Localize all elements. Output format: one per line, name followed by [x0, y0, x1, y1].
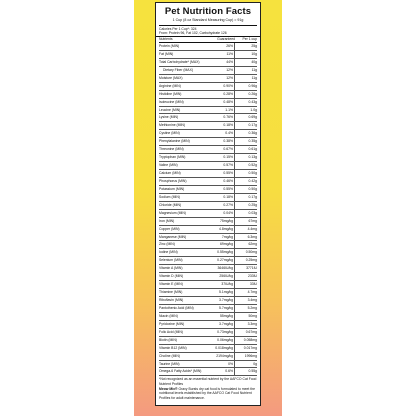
table-row [159, 59, 257, 67]
per-cup-value: 62mg [248, 242, 257, 247]
table-row [159, 202, 257, 210]
nutrient-name: Riboflavin (MIN) [159, 298, 184, 302]
nutrient-name: Leucine (MIN) [159, 107, 181, 112]
nutrient-name: Niacin (MIN) [159, 313, 178, 318]
table-row [159, 75, 257, 83]
table-row [159, 186, 257, 194]
table-row [159, 210, 257, 218]
guaranteed-value: 75mg/kg [211, 218, 235, 225]
per-cup-value: 233IU [247, 274, 257, 279]
per-cup-value: 40g [251, 59, 257, 64]
guaranteed-value: 3.7mg/kg [211, 321, 235, 328]
nutrient-name: Folic Acid (MIN) [159, 329, 183, 334]
table-row [159, 122, 257, 130]
nutrient-name: Lysine (MIN) [159, 115, 179, 120]
guaranteed-value: 12% [211, 75, 235, 82]
guaranteed-value: 37IU/kg [211, 281, 235, 288]
per-cup-value: 0.36g [248, 131, 257, 136]
guaranteed-value: 0.18% [211, 122, 235, 129]
header-per-cup: Per 1 cup [242, 37, 257, 42]
guaranteed-value: 69mg/kg [211, 241, 235, 248]
per-cup-value: 0.058mg [243, 337, 257, 342]
per-cup-value: 11g [251, 67, 257, 72]
nutrient-name: Arginine (MIN) [159, 83, 181, 88]
per-cup-value: 0.03g [248, 210, 257, 215]
table-row [159, 218, 257, 226]
per-cup-value: 0.017mg [243, 345, 257, 350]
nutrient-name: Vitamin B12 (MIN) [159, 345, 187, 350]
nutrient-name: Phosphorus (MIN) [159, 178, 187, 183]
nutrient-name: Cystine (MIN) [159, 131, 180, 136]
nutrient-name: Dietary Fiber (MAX) [163, 67, 193, 72]
guaranteed-value: 0.76% [211, 114, 235, 121]
nutrient-name: Potassium (MIN) [159, 186, 185, 191]
nutrient-name: Vitamin D (MIN) [159, 274, 184, 279]
table-row [159, 345, 257, 353]
table-row [159, 281, 257, 289]
guaranteed-value: 2194mg/kg [211, 353, 235, 360]
per-cup-value: 11g [251, 75, 257, 80]
nutrient-name: Methionine (MIN) [159, 123, 186, 128]
table-row [159, 107, 257, 115]
per-cup-value: 5.2mg [247, 305, 257, 310]
nutrient-name: Pyridoxine (MIN) [159, 321, 185, 326]
table-row [159, 249, 257, 257]
aafco-statement [159, 387, 257, 400]
guaranteed-value: 0.27mg/kg [211, 257, 235, 264]
table-row [159, 361, 257, 369]
table-row [159, 114, 257, 122]
guaranteed-value: 7mg/kg [211, 234, 235, 241]
per-cup-value: 0.50g [248, 171, 257, 175]
nutrient-name: Tryptophan (MIN) [159, 155, 186, 160]
per-cup-value: 0.61g [248, 147, 257, 152]
table-row [159, 313, 257, 321]
table-row [159, 170, 257, 178]
per-cup-value: 4.4mg [247, 226, 257, 231]
guaranteed-value: 256IU/kg [211, 273, 235, 280]
table-row [159, 289, 257, 297]
table-row [159, 154, 257, 162]
guaranteed-value: 11% [211, 51, 235, 58]
guaranteed-value: 0.90% [211, 83, 235, 90]
nutrient-name: Protein (MIN) [159, 44, 180, 48]
per-cup-value: 3.4mg [247, 298, 257, 302]
per-cup-value: 0.43g [248, 99, 257, 104]
footnote: *Not recognized as an essential nutrient by the AAFCO Cat Food Nutrient Profiles [159, 377, 257, 386]
nutrient-name: Thiamine (MIN) [159, 290, 183, 295]
per-cup-value: 0.35g [248, 139, 257, 144]
guaranteed-value: 0.55% [211, 186, 235, 193]
per-cup-value: 67mg [248, 218, 257, 223]
guaranteed-value: 0.46% [211, 178, 235, 185]
guaranteed-value: 0.27% [211, 202, 235, 209]
table-row [159, 337, 257, 345]
guaranteed-value: 3646IU/kg [211, 265, 235, 272]
per-cup-value: 10g [251, 51, 257, 56]
per-cup-value: 3.3mg [247, 321, 257, 326]
guaranteed-value: 3.7mg/kg [211, 297, 235, 304]
nutrient-name: Choline (MIN) [159, 353, 180, 358]
nutrient-name: Total Carbohydrate* (MAX) [159, 59, 200, 64]
table-row [159, 329, 257, 337]
nutrient-name: Taurine (MIN) [159, 361, 180, 366]
nutrient-name: Sodium (MIN) [159, 194, 180, 199]
guaranteed-value: 0.06mg/kg [211, 337, 235, 344]
nutrient-name: Zinc (MIN) [159, 242, 175, 247]
calories-block [156, 26, 260, 37]
table-row [159, 146, 257, 154]
nutrient-name: Valine (MIN) [159, 163, 178, 168]
guaranteed-value: 4.8mg/kg [211, 226, 235, 233]
table-row [159, 226, 257, 234]
table-row [159, 194, 257, 202]
guaranteed-value: 0.57% [211, 162, 235, 169]
guaranteed-value: 0.6% [211, 368, 235, 375]
per-cup-value: 1.0g [250, 107, 257, 112]
per-cup-value: 0.55g [248, 369, 257, 374]
nutrient-name: Copper (MIN) [159, 226, 180, 231]
panel-title: Pet Nutrition Facts [164, 6, 252, 17]
nutrient-name: Vitamin E (MIN) [159, 282, 183, 287]
guaranteed-value: 0.55% [211, 170, 235, 177]
per-cup-value: 33IU [249, 282, 257, 287]
guaranteed-value: 55mg/kg [211, 313, 235, 320]
nutrient-table [159, 43, 257, 376]
per-cup-value: 0.42g [248, 178, 257, 183]
table-row [159, 91, 257, 99]
per-cup-value: 0.50mg [245, 250, 257, 255]
guaranteed-value: 26% [211, 43, 235, 50]
table-row [159, 130, 257, 138]
table-row [159, 99, 257, 107]
table-row [159, 305, 257, 313]
per-cup-value: 4.7mg [247, 290, 257, 295]
table-row [159, 178, 257, 186]
table-row [159, 321, 257, 329]
nutrient-name: Moisture (MAX) [159, 75, 183, 80]
guaranteed-value: 5.7mg/kg [211, 305, 235, 312]
guaranteed-value: 1.1% [211, 107, 235, 114]
nutrient-name: Manganese (MIN) [159, 234, 187, 239]
table-row [159, 368, 257, 376]
per-cup-value: 0.52g [248, 163, 257, 168]
guaranteed-value: 12% [211, 67, 235, 74]
table-row [159, 83, 257, 91]
guaranteed-value: 0.4% [211, 130, 235, 137]
guaranteed-value: 0.38% [211, 138, 235, 145]
per-cup-value: 0.25g [248, 202, 257, 207]
guaranteed-value: 0.73mg/kg [211, 329, 235, 336]
per-cup-value: 0.67mg [245, 329, 257, 334]
per-cup-value: 3771IU [246, 266, 257, 271]
guaranteed-value: 5.1mg/kg [211, 289, 235, 296]
per-cup-value: 0.26g [248, 91, 257, 96]
per-cup-value: 25g [251, 44, 257, 48]
calories-line: Calories Per 1 Cup*: 324 [159, 27, 197, 31]
nutrient-name: Chloride (MIN) [159, 202, 182, 207]
table-row [159, 51, 257, 59]
table-row [159, 162, 257, 170]
per-cup-value: 0.17g [248, 194, 257, 199]
per-cup-value: 0.25mg [245, 258, 257, 263]
nutrient-name: Selenium (MIN) [159, 258, 183, 263]
guaranteed-value: 0.018mg/kg [211, 345, 235, 352]
guaranteed-value: 0.48% [211, 99, 235, 106]
nutrient-name: Pantothenic Acid (MIN) [159, 305, 194, 310]
nutrient-name: Fat (MIN) [159, 51, 174, 56]
table-row [159, 241, 257, 249]
guaranteed-value: 0.28% [211, 91, 235, 98]
nutrient-name: Phenylalanine (MIN) [159, 139, 190, 144]
nutrient-name: Biotin (MIN) [159, 337, 177, 342]
guaranteed-value: 0% [211, 361, 235, 368]
table-row [159, 297, 257, 305]
table-row [159, 138, 257, 146]
per-cup-value: 0.17g [248, 123, 257, 128]
statement-text: Gravy Bursts dry cat food is formulated to meet the nutritional levels established by the AAFCO Cat Food Nutrient Profiles for adult maintenance. [159, 386, 255, 400]
per-cup-value: 50mg [248, 313, 257, 318]
nutrition-facts-panel [155, 2, 261, 406]
table-row [159, 273, 257, 281]
guaranteed-value: 0.15% [211, 154, 235, 161]
header-guaranteed: Guaranteed [217, 37, 235, 42]
serving-size: 1 Cup (8 oz Standard Measuring Cup) = 91g [159, 18, 257, 26]
guaranteed-value: 44% [211, 59, 235, 66]
per-cup-value: 0.50g [248, 186, 257, 191]
table-row [159, 234, 257, 242]
per-cup-value: 0.96g [248, 83, 257, 88]
nutrient-name: Iron (MIN) [159, 218, 175, 223]
brand-name: Meow Mix® [159, 386, 178, 391]
nutrient-name: Magnesium (MIN) [159, 210, 186, 215]
per-cup-value: 0.69g [248, 115, 257, 120]
nutrient-name: Histidine (MIN) [159, 91, 182, 96]
header-nutrients: Nutrients [159, 37, 173, 42]
nutrient-name: Calcium (MIN) [159, 171, 181, 175]
calories-breakdown: From: Protein 96, Fat 102, Carbohydrate 126 [159, 31, 227, 36]
nutrient-name: Vitamin A (MIN) [159, 266, 183, 271]
guaranteed-value: 0.04% [211, 210, 235, 217]
nutrient-name: Threonine (MIN) [159, 147, 184, 152]
table-row [159, 257, 257, 265]
per-cup-value: 6.3mg [247, 234, 257, 239]
nutrient-name: Omega-6 Fatty Acids* (MIN) [159, 369, 202, 374]
nutrient-name: Iodine (MIN) [159, 250, 178, 255]
per-cup-value: 0.13g [248, 155, 257, 160]
guaranteed-value: 0.55mg/kg [211, 249, 235, 256]
nutrient-name: Isoleucine (MIN) [159, 99, 184, 104]
guaranteed-value: 0.67% [211, 146, 235, 153]
table-row [159, 67, 257, 75]
per-cup-value: 1996mg [244, 353, 257, 358]
table-row [159, 353, 257, 361]
per-cup-value: 0g [253, 361, 257, 366]
guaranteed-value: 0.18% [211, 194, 235, 201]
table-row [159, 43, 257, 51]
table-row [159, 265, 257, 273]
